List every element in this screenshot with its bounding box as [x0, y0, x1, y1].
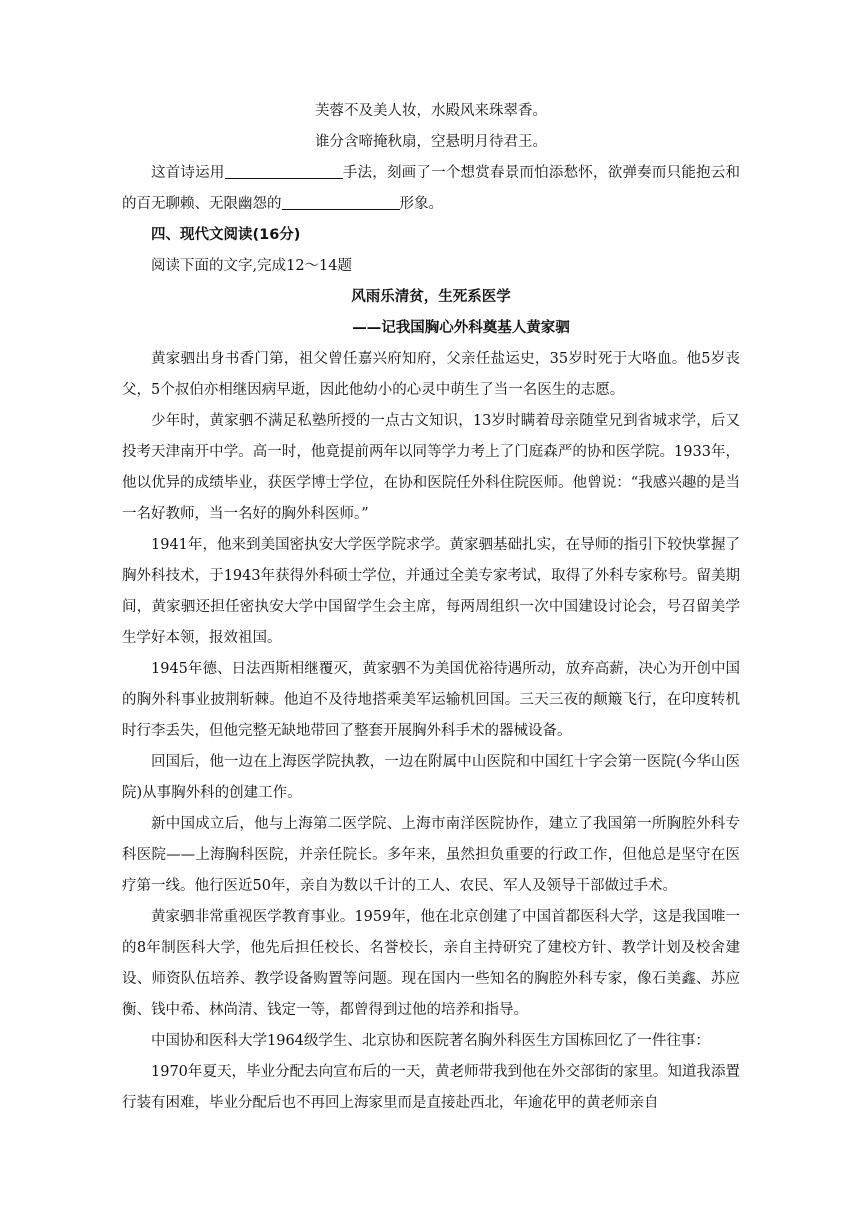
section-instruction: 阅读下面的文字,完成12～14题	[151, 258, 353, 274]
article-paragraph: 中国协和医科大学1964级学生、北京协和医院著名胸外科医生方国栋回忆了一件往事：	[151, 1033, 710, 1049]
article-paragraph: 1941年，他来到美国密执安大学医学院求学。黄家驷基础扎实，在导师的指引下较快掌握了胸外科技术，于1943年获得外科硕士学位，并通过全美专家考试，取得了外科专家称号。留美期间，黄家驷还担任密执安大学中国留学生会主席，每两周组织一次中国建设讨论会，号召留美学生学好本领，报效祖国。	[122, 537, 740, 646]
question-11-part-2: 手法，刻画了一个想赏春景而怕添愁怀，欲弹奏而只能抱云和的百无聊赖、无限幽怨的	[122, 165, 740, 212]
article-paragraph: 新中国成立后，他与上海第二医学院、上海市南洋医院协作，建立了我国第一所胸腔外科专科医院——上海胸科医院，并亲任院长。多年来，虽然担负重要的行政工作，但他总是坚守在医疗第一线。他行医近50年，亲自为数以千计的工人、农民、军人及领导干部做过手术。	[122, 816, 740, 894]
article-paragraph: 回国后，他一边在上海医学院执教，一边在附属中山医院和中国红十字会第一医院(今华山医院)从事胸外科的创建工作。	[122, 754, 740, 801]
article-paragraph: 黄家驷出身书香门第，祖父曾任嘉兴府知府，父亲任盐运史，35岁时死于大咯血。他5岁丧父，5个叔伯亦相继因病早逝，因此他幼小的心灵中萌生了当一名医生的志愿。	[122, 351, 740, 398]
article-paragraph: 少年时，黄家驷不满足私塾所授的一点古文知识，13岁时瞒着母亲随堂兄到省城求学，后又投考天津南开中学。高一时，他竟提前两年以同等学力考上了门庭森严的协和医学院。1933年，他以优异的成绩毕业，获医学博士学位，在协和医院任外科住院医师。他曾说：“我感兴趣的是当一名好教师，当一名好的胸外科医师。”	[122, 413, 740, 522]
poem-line-2: 谁分含啼掩秋扇，空悬明月待君王。	[315, 134, 547, 150]
answer-blank-1[interactable]	[225, 164, 343, 180]
section-heading: 四、现代文阅读(16分)	[151, 227, 301, 243]
article-paragraph: 黄家驷非常重视医学教育事业。1959年，他在北京创建了中国首都医科大学，这是我国唯一的8年制医科大学，他先后担任校长、名誉校长，亲自主持研究了建校方针、教学计划及校舍建设、师资队伍培养、教学设备购置等问题。现在国内一些知名的胸腔外科专家，像石美鑫、苏应衡、钱中希、林尚清、钱定一等，都曾得到过他的培养和指导。	[122, 909, 740, 1018]
article-subtitle: ——记我国胸心外科奠基人黄家驷	[352, 320, 570, 336]
question-11-part-1: 这首诗运用	[151, 165, 225, 181]
article-paragraph: 1970年夏天，毕业分配去向宣布后的一天，黄老师带我到他在外交部街的家里。知道我添置行装有困难，毕业分配后也不再回上海家里而是直接赴西北，年逾花甲的黄老师亲自	[122, 1064, 740, 1111]
article-paragraph: 1945年德、日法西斯相继覆灭，黄家驷不为美国优裕待遇所动，放弃高薪，决心为开创中国的胸外科事业披荆斩棘。他迫不及待地搭乘美军运输机回国。三天三夜的颠簸飞行，在印度转机时行李丢失，但他完整无缺地带回了整套开展胸外科手术的器械设备。	[122, 661, 740, 739]
question-11-part-3: 形象。	[399, 196, 443, 212]
question-11	[122, 158, 740, 220]
document-page	[122, 96, 740, 1119]
answer-blank-2[interactable]	[282, 195, 400, 211]
article-title: 风雨乐清贫，生死系医学	[351, 289, 511, 305]
poem-line-1: 芙蓉不及美人妆，水殿风来珠翠香。	[315, 103, 547, 119]
